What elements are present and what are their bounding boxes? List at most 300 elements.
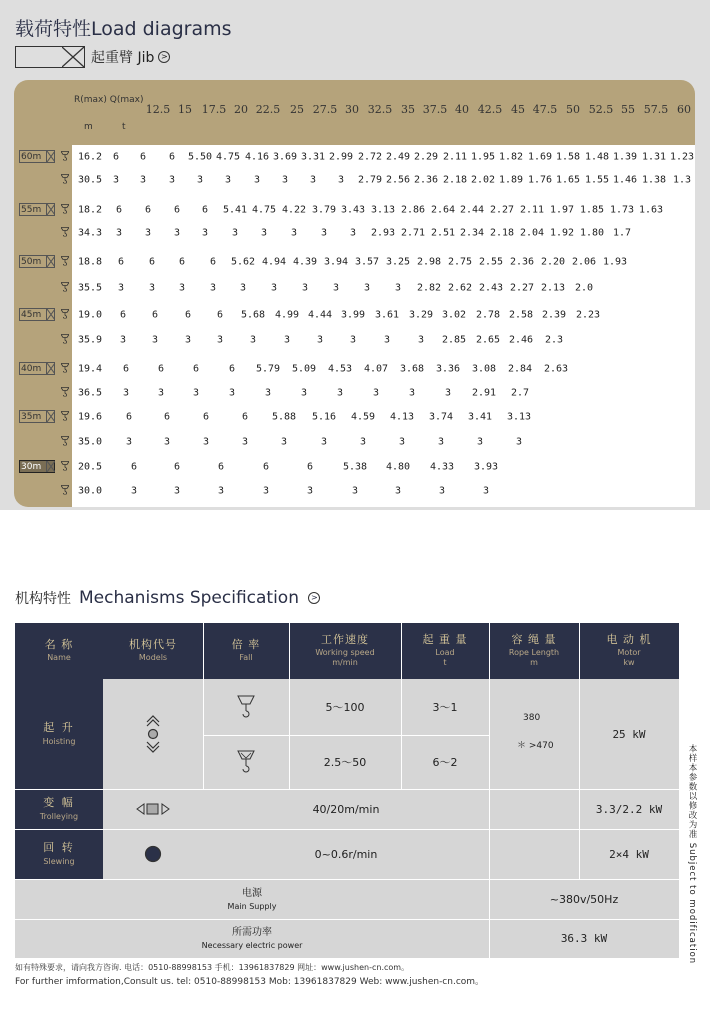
double-fall-hook-icon bbox=[203, 735, 289, 789]
load-cell: 3 bbox=[437, 436, 445, 448]
load-cell: 2.62 bbox=[447, 282, 473, 294]
load-cell: 2.49 bbox=[385, 151, 411, 163]
hoisting-motor: 25 kW bbox=[612, 727, 646, 741]
load-cell: 3 bbox=[300, 387, 308, 399]
load-cell: 6 bbox=[151, 309, 159, 321]
row-trolleying-label: 变 幅 Trolleying bbox=[39, 795, 79, 822]
load-cell: 2.63 bbox=[543, 363, 569, 375]
max-radius-cell: 30.0 bbox=[78, 485, 103, 497]
load-cell: 1.7 bbox=[612, 227, 632, 239]
load-cell: 6 bbox=[173, 204, 181, 216]
load-cell: 2.91 bbox=[471, 387, 497, 399]
jib-x-icon bbox=[46, 461, 54, 472]
load-cell: 4.13 bbox=[389, 411, 415, 423]
load-cell: 3 bbox=[320, 436, 328, 448]
load-cell: 4.39 bbox=[292, 256, 318, 268]
footer-en: For further imformation,Consult us. tel: 0510-88998153 Mob: 13961837829 Web: www.jushen-cn.com。 bbox=[15, 977, 485, 987]
jib-x-icon bbox=[46, 151, 54, 162]
load-cell: 6 bbox=[202, 411, 210, 423]
radius-header-cell: 37.5 bbox=[422, 103, 448, 116]
jib-length-tag: 60m bbox=[19, 150, 55, 163]
arrow-right-icon: > bbox=[308, 592, 320, 604]
jib-label: 起重臂 Jib bbox=[91, 50, 155, 66]
load-cell: 5.41 bbox=[222, 204, 248, 216]
fall-hook-icon bbox=[61, 485, 69, 498]
load-cell: 1.85 bbox=[579, 204, 605, 216]
load-table-body bbox=[72, 145, 695, 507]
load-cell: 2.36 bbox=[413, 174, 439, 186]
fall-hook-icon bbox=[61, 387, 69, 400]
load-cell: 3 bbox=[515, 436, 523, 448]
load-cell: 6 bbox=[216, 309, 224, 321]
radius-header-cell: 55 bbox=[621, 103, 635, 116]
load-cell: 3 bbox=[148, 282, 156, 294]
load-cell: 3 bbox=[241, 436, 249, 448]
trolleying-speed: 40/20m/min bbox=[312, 802, 380, 816]
max-radius-cell: 35.5 bbox=[78, 282, 103, 294]
load-cell: 5.79 bbox=[255, 363, 281, 375]
mechanisms-title-cn: 机构特性 bbox=[15, 591, 71, 607]
load-cell: 2.46 bbox=[508, 334, 534, 346]
load-cell: 1.63 bbox=[638, 204, 664, 216]
header-radius-load: R(max) Q(max) bbox=[74, 95, 144, 105]
load-cell: 5.62 bbox=[230, 256, 256, 268]
max-radius-cell: 35.9 bbox=[78, 334, 103, 346]
load-cell: 1.92 bbox=[549, 227, 575, 239]
load-cell: 2.0 bbox=[574, 282, 594, 294]
hoisting-speed-2: 2.5〜50 bbox=[323, 756, 367, 769]
fall-hook-icon bbox=[61, 151, 69, 164]
load-cell: 3 bbox=[417, 334, 425, 346]
load-cell: 1.89 bbox=[498, 174, 524, 186]
load-cell: 3.69 bbox=[272, 151, 298, 163]
jib-length-tag: 35m bbox=[19, 410, 55, 423]
hoisting-model-icon bbox=[103, 679, 203, 789]
load-cell: 3.99 bbox=[340, 309, 366, 321]
load-cell: 2.06 bbox=[571, 256, 597, 268]
load-cell: 1.93 bbox=[602, 256, 628, 268]
load-cell: 5.38 bbox=[342, 461, 368, 473]
max-radius-cell: 19.0 bbox=[78, 309, 103, 321]
radius-header-cell: 20 bbox=[234, 103, 248, 116]
load-cell: 2.93 bbox=[370, 227, 396, 239]
load-cell: 3 bbox=[309, 174, 317, 186]
radius-header-cell: 12.5 bbox=[145, 103, 171, 116]
load-cell: 2.51 bbox=[430, 227, 456, 239]
load-cell: 2.29 bbox=[413, 151, 439, 163]
load-cell: 3.13 bbox=[506, 411, 532, 423]
load-cell: 3 bbox=[130, 485, 138, 497]
load-cell: 2.27 bbox=[489, 204, 515, 216]
radius-header-cell: 32.5 bbox=[367, 103, 393, 116]
load-cell: 3 bbox=[173, 485, 181, 497]
load-cell: 2.44 bbox=[459, 204, 485, 216]
max-radius-cell: 34.3 bbox=[78, 227, 103, 239]
row-slewing-label: 回 转 Slewing bbox=[43, 840, 75, 867]
load-cell: 3 bbox=[117, 282, 125, 294]
jib-length-tag: 40m bbox=[19, 362, 55, 375]
slewing-model-icon bbox=[103, 829, 203, 879]
load-cell: 3 bbox=[359, 436, 367, 448]
load-cell: 3 bbox=[144, 227, 152, 239]
radius-header-cell: 15 bbox=[178, 103, 192, 116]
load-cell: 3 bbox=[444, 387, 452, 399]
load-cell: 1.80 bbox=[579, 227, 605, 239]
load-cell: 3.61 bbox=[374, 309, 400, 321]
radius-header-cell: 40 bbox=[455, 103, 469, 116]
load-cell: 6 bbox=[117, 256, 125, 268]
load-cell: 3 bbox=[253, 174, 261, 186]
single-fall-hook-icon bbox=[203, 679, 289, 735]
load-cell: 6 bbox=[168, 151, 176, 163]
load-cell: 2.65 bbox=[475, 334, 501, 346]
radius-header-cell: 27.5 bbox=[312, 103, 338, 116]
load-cell: 3 bbox=[372, 387, 380, 399]
rope-length-2: ＊ >470 bbox=[517, 740, 554, 751]
load-cell: 3 bbox=[320, 227, 328, 239]
header-motor: 电 动 机 Motor kw bbox=[606, 632, 652, 668]
load-cell: 4.16 bbox=[244, 151, 270, 163]
load-cell: 2.71 bbox=[400, 227, 426, 239]
max-radius-cell: 16.2 bbox=[78, 151, 103, 163]
load-cell: 6 bbox=[217, 461, 225, 473]
max-radius-cell: 18.8 bbox=[78, 256, 103, 268]
load-cell: 6 bbox=[184, 309, 192, 321]
load-cell: 3 bbox=[260, 227, 268, 239]
load-cell: 2.75 bbox=[447, 256, 473, 268]
load-cell: 1.97 bbox=[549, 204, 575, 216]
load-cell: 3 bbox=[168, 174, 176, 186]
load-cell: 3.79 bbox=[311, 204, 337, 216]
load-cell: 2.11 bbox=[519, 204, 545, 216]
load-cell: 1.48 bbox=[584, 151, 610, 163]
load-cell: 3.74 bbox=[428, 411, 454, 423]
load-cell: 4.44 bbox=[307, 309, 333, 321]
load-cell: 3 bbox=[281, 174, 289, 186]
load-cell: 2.72 bbox=[357, 151, 383, 163]
load-cell: 6 bbox=[163, 411, 171, 423]
load-cell: 3 bbox=[119, 334, 127, 346]
jib-x-icon bbox=[46, 256, 54, 267]
load-cell: 3 bbox=[216, 334, 224, 346]
slewing-speed: 0~0.6r/min bbox=[314, 847, 378, 861]
load-cell: 2.11 bbox=[442, 151, 468, 163]
load-cell: 3.36 bbox=[435, 363, 461, 375]
load-cell: 4.33 bbox=[429, 461, 455, 473]
load-cell: 3.68 bbox=[399, 363, 425, 375]
load-cell: 6 bbox=[201, 204, 209, 216]
hoisting-load-2: 6〜2 bbox=[432, 756, 458, 769]
fall-hook-icon bbox=[61, 204, 69, 217]
load-cell: 4.53 bbox=[327, 363, 353, 375]
radius-header-cell: 57.5 bbox=[643, 103, 669, 116]
load-cell: 3 bbox=[301, 282, 309, 294]
load-cell: 4.07 bbox=[363, 363, 389, 375]
header-load: 起 重 量 Load t bbox=[422, 632, 468, 668]
jib-x-icon bbox=[46, 309, 54, 320]
load-cell: 2.64 bbox=[430, 204, 456, 216]
fall-hook-icon bbox=[61, 436, 69, 449]
load-cell: 3.41 bbox=[467, 411, 493, 423]
load-cell: 4.59 bbox=[350, 411, 376, 423]
load-cell: 3 bbox=[337, 174, 345, 186]
fall-hook-icon bbox=[61, 309, 69, 322]
load-cell: 3 bbox=[476, 436, 484, 448]
load-cell: 3 bbox=[184, 334, 192, 346]
load-cell: 3.13 bbox=[370, 204, 396, 216]
required-power-value: 36.3 kW bbox=[560, 932, 608, 945]
load-cell: 3 bbox=[209, 282, 217, 294]
load-cell: 3 bbox=[270, 282, 278, 294]
load-cell: 2.82 bbox=[416, 282, 442, 294]
load-cell: 3 bbox=[122, 387, 130, 399]
load-cell: 2.84 bbox=[507, 363, 533, 375]
load-cell: 6 bbox=[115, 204, 123, 216]
max-radius-cell: 36.5 bbox=[78, 387, 103, 399]
header-speed: 工作速度 Working speed m/min bbox=[315, 632, 375, 668]
load-diagram-title: 载荷特性Load diagrams bbox=[15, 18, 232, 40]
max-radius-cell: 20.5 bbox=[78, 461, 103, 473]
radius-header-cell: 50 bbox=[566, 103, 580, 116]
power-label: 电源 Main Supply bbox=[227, 887, 277, 911]
load-cell: 3 bbox=[264, 387, 272, 399]
load-cell: 6 bbox=[119, 309, 127, 321]
load-cell: 1.3 bbox=[672, 174, 692, 186]
arrow-right-icon: > bbox=[158, 51, 170, 63]
load-cell: 3 bbox=[438, 485, 446, 497]
load-cell: 2.86 bbox=[400, 204, 426, 216]
row-hoisting-label: 起 升 Hoisting bbox=[42, 720, 76, 747]
load-cell: 6 bbox=[148, 256, 156, 268]
load-cell: 3 bbox=[196, 174, 204, 186]
load-cell: 3 bbox=[383, 334, 391, 346]
radius-header-cell: 30 bbox=[345, 103, 359, 116]
jib-legend bbox=[15, 46, 170, 68]
load-cell: 6 bbox=[130, 461, 138, 473]
jib-length-tag: 45m bbox=[19, 308, 55, 321]
load-cell: 2.99 bbox=[328, 151, 354, 163]
load-cell: 6 bbox=[228, 363, 236, 375]
load-cell: 5.09 bbox=[291, 363, 317, 375]
load-cell: 2.98 bbox=[416, 256, 442, 268]
fall-hook-icon bbox=[61, 227, 69, 240]
radius-header-cell: 60 bbox=[677, 103, 691, 116]
load-cell: 3 bbox=[316, 334, 324, 346]
load-cell: 5.16 bbox=[311, 411, 337, 423]
header-rope: 容 绳 量 Rope Length m bbox=[508, 632, 560, 668]
radius-header-cell: 35 bbox=[401, 103, 415, 116]
radius-header-cell: 22.5 bbox=[255, 103, 281, 116]
load-cell: 3.29 bbox=[408, 309, 434, 321]
load-cell: 3.25 bbox=[385, 256, 411, 268]
load-cell: 5.88 bbox=[271, 411, 297, 423]
load-cell: 2.7 bbox=[510, 387, 530, 399]
load-cell: 3 bbox=[157, 387, 165, 399]
fall-hook-icon bbox=[61, 174, 69, 187]
load-cell: 6 bbox=[192, 363, 200, 375]
load-cell: 2.04 bbox=[519, 227, 545, 239]
load-cell: 1.55 bbox=[584, 174, 610, 186]
radius-header-cell: 17.5 bbox=[201, 103, 227, 116]
header-unit-t: t bbox=[122, 122, 126, 132]
load-cell: 3 bbox=[394, 485, 402, 497]
load-cell: 3.94 bbox=[323, 256, 349, 268]
load-cell: 3 bbox=[202, 436, 210, 448]
load-cell: 2.23 bbox=[575, 309, 601, 321]
load-cell: 3 bbox=[151, 334, 159, 346]
radius-header-cell: 42.5 bbox=[477, 103, 503, 116]
jib-x-icon bbox=[46, 363, 54, 374]
header-fall: 倍 率 Fall bbox=[231, 638, 261, 663]
header-name: 名 称 Name bbox=[44, 638, 74, 663]
load-cell: 2.3 bbox=[544, 334, 564, 346]
load-cell: 3 bbox=[163, 436, 171, 448]
max-radius-cell: 19.6 bbox=[78, 411, 103, 423]
load-cell: 6 bbox=[157, 363, 165, 375]
load-cell: 2.34 bbox=[459, 227, 485, 239]
load-cell: 3.08 bbox=[471, 363, 497, 375]
load-cell: 3 bbox=[201, 227, 209, 239]
jib-x-icon bbox=[46, 204, 54, 215]
jib-length-tag: 50m bbox=[19, 255, 55, 268]
load-cell: 6 bbox=[178, 256, 186, 268]
load-cell: 4.75 bbox=[251, 204, 277, 216]
load-cell: 3 bbox=[139, 174, 147, 186]
fall-hook-icon bbox=[61, 363, 69, 376]
load-cell: 3 bbox=[290, 227, 298, 239]
load-cell: 2.39 bbox=[541, 309, 567, 321]
jib-length-tag: 30m bbox=[19, 460, 55, 473]
side-note: 本样本参数以修改为准 Subject to modification bbox=[687, 744, 697, 965]
radius-header-cell: 47.5 bbox=[532, 103, 558, 116]
max-radius-cell: 19.4 bbox=[78, 363, 103, 375]
load-cell: 1.69 bbox=[527, 151, 553, 163]
slewing-motor: 2×4 kW bbox=[609, 847, 649, 861]
load-cell: 2.36 bbox=[509, 256, 535, 268]
fall-hook-icon bbox=[61, 411, 69, 424]
load-cell: 6 bbox=[262, 461, 270, 473]
load-cell: 2.18 bbox=[442, 174, 468, 186]
fall-hook-icon bbox=[61, 461, 69, 474]
hoisting-speed-1: 5〜100 bbox=[325, 701, 365, 714]
load-cell: 3 bbox=[262, 485, 270, 497]
load-cell: 3 bbox=[398, 436, 406, 448]
load-cell: 2.58 bbox=[508, 309, 534, 321]
load-cell: 3 bbox=[173, 227, 181, 239]
load-cell: 3.57 bbox=[354, 256, 380, 268]
load-cell: 4.22 bbox=[281, 204, 307, 216]
load-cell: 5.68 bbox=[240, 309, 266, 321]
radius-header-cell: 52.5 bbox=[588, 103, 614, 116]
load-cell: 6 bbox=[144, 204, 152, 216]
mechanisms-title bbox=[15, 588, 320, 608]
radius-header-cell: 25 bbox=[290, 103, 304, 116]
jib-symbol-icon bbox=[15, 46, 85, 68]
load-cell: 4.94 bbox=[261, 256, 287, 268]
load-cell: 3 bbox=[336, 387, 344, 399]
load-cell: 3.02 bbox=[441, 309, 467, 321]
mechanisms-title-en: Mechanisms Specification bbox=[79, 588, 299, 608]
load-cell: 2.02 bbox=[470, 174, 496, 186]
radius-header-cell: 45 bbox=[511, 103, 525, 116]
load-cell: 1.76 bbox=[527, 174, 553, 186]
load-cell: 3 bbox=[482, 485, 490, 497]
load-cell: 3 bbox=[125, 436, 133, 448]
load-cell: 3.43 bbox=[340, 204, 366, 216]
load-cell: 2.85 bbox=[441, 334, 467, 346]
load-cell: 2.13 bbox=[540, 282, 566, 294]
load-cell: 5.50 bbox=[187, 151, 213, 163]
load-cell: 2.18 bbox=[489, 227, 515, 239]
load-cell: 6 bbox=[241, 411, 249, 423]
trolleying-model-icon bbox=[103, 789, 203, 829]
load-cell: 3 bbox=[280, 436, 288, 448]
load-cell: 2.27 bbox=[509, 282, 535, 294]
load-cell: 3 bbox=[115, 227, 123, 239]
load-cell: 3 bbox=[408, 387, 416, 399]
load-cell: 3 bbox=[217, 485, 225, 497]
load-cell: 1.95 bbox=[470, 151, 496, 163]
required-power-label: 所需功率 Necessary electric power bbox=[201, 927, 303, 950]
load-cell: 1.39 bbox=[612, 151, 638, 163]
jib-x-icon bbox=[46, 411, 54, 422]
fall-hook-icon bbox=[61, 282, 69, 295]
load-cell: 1.73 bbox=[609, 204, 635, 216]
load-cell: 4.99 bbox=[274, 309, 300, 321]
header-unit-m: m bbox=[84, 122, 93, 132]
header-models: 机构代号 Models bbox=[129, 638, 177, 663]
load-cell: 3 bbox=[228, 387, 236, 399]
load-cell: 3 bbox=[394, 282, 402, 294]
load-cell: 6 bbox=[209, 256, 217, 268]
load-cell: 3 bbox=[363, 282, 371, 294]
load-cell: 3 bbox=[306, 485, 314, 497]
hoisting-load-1: 3〜1 bbox=[432, 701, 458, 714]
load-cell: 1.38 bbox=[641, 174, 667, 186]
load-cell: 3 bbox=[349, 227, 357, 239]
load-cell: 1.65 bbox=[555, 174, 581, 186]
load-cell: 6 bbox=[122, 363, 130, 375]
load-cell: 3 bbox=[349, 334, 357, 346]
mechanisms-table bbox=[15, 623, 679, 958]
load-cell: 3 bbox=[351, 485, 359, 497]
footer-cn: 如有特殊要求，请向我方咨询. 电话：0510-88998153 手机：13961837829 网址：www.jushen-cn.com。 bbox=[15, 963, 410, 972]
load-cell: 3 bbox=[224, 174, 232, 186]
load-cell: 3.93 bbox=[473, 461, 499, 473]
load-cell: 3 bbox=[178, 282, 186, 294]
load-cell: 3 bbox=[231, 227, 239, 239]
load-cell: 3 bbox=[112, 174, 120, 186]
fall-hook-icon bbox=[61, 334, 69, 347]
load-cell: 2.20 bbox=[540, 256, 566, 268]
rope-length-1: 380 bbox=[523, 713, 541, 723]
load-cell: 2.43 bbox=[478, 282, 504, 294]
load-cell: 6 bbox=[125, 411, 133, 423]
jib-length-tag: 55m bbox=[19, 203, 55, 216]
load-cell: 3 bbox=[332, 282, 340, 294]
load-cell: 4.75 bbox=[215, 151, 241, 163]
load-cell: 6 bbox=[306, 461, 314, 473]
load-cell: 2.56 bbox=[385, 174, 411, 186]
load-cell: 2.55 bbox=[478, 256, 504, 268]
load-cell: 3 bbox=[283, 334, 291, 346]
load-cell: 2.78 bbox=[475, 309, 501, 321]
load-cell: 6 bbox=[173, 461, 181, 473]
load-cell: 1.46 bbox=[612, 174, 638, 186]
load-cell: 6 bbox=[139, 151, 147, 163]
max-radius-cell: 30.5 bbox=[78, 174, 103, 186]
fall-hook-icon bbox=[61, 256, 69, 269]
